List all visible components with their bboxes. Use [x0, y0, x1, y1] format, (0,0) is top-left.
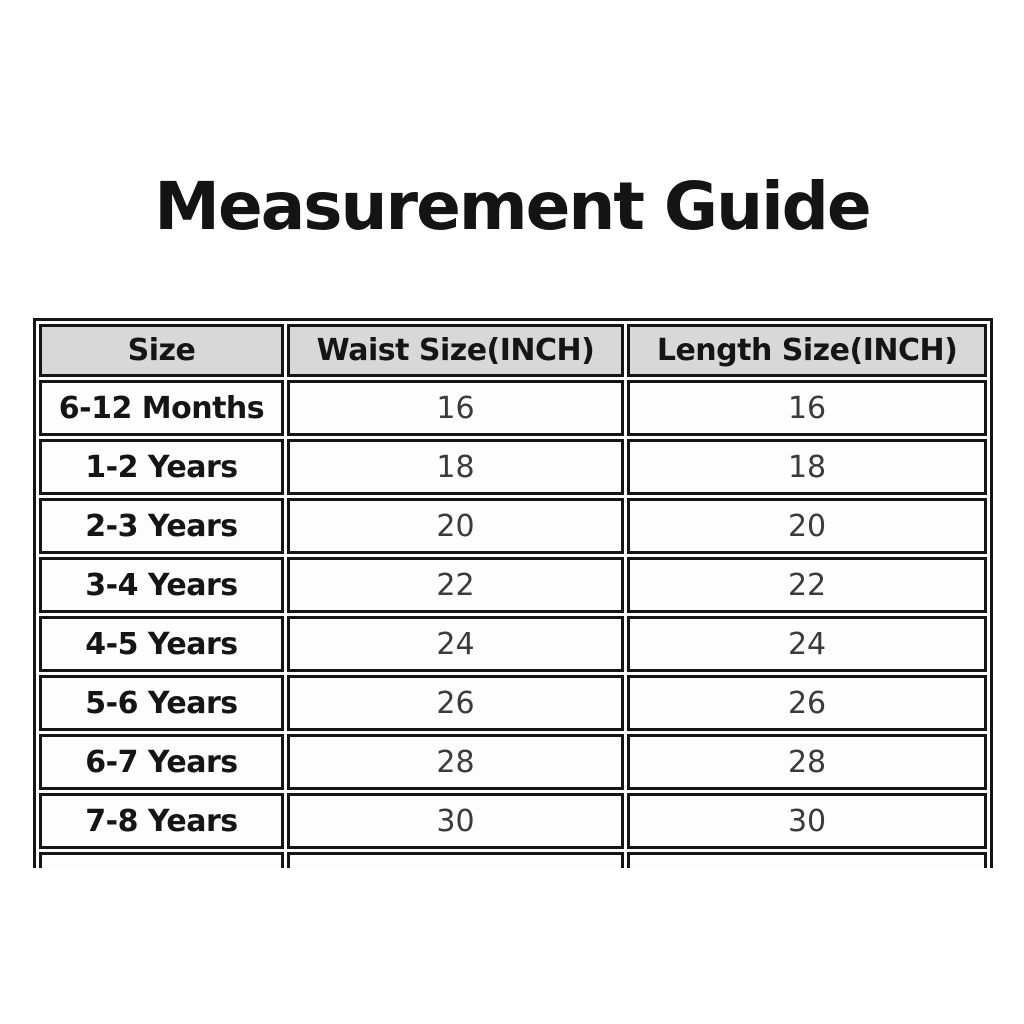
partial-size-cell — [39, 852, 284, 868]
header-waist-size: Waist Size(INCH) — [287, 324, 624, 377]
size-cell: 2-3 Years — [39, 498, 284, 554]
header-length-size: Length Size(INCH) — [627, 324, 987, 377]
table-row — [39, 616, 987, 672]
table-row — [39, 675, 987, 731]
size-table-body — [39, 380, 987, 849]
waist-cell: 26 — [287, 675, 624, 731]
size-cell: 7-8 Years — [39, 793, 284, 849]
size-table-partial — [39, 852, 987, 868]
length-cell: 28 — [627, 734, 987, 790]
size-cell: 3-4 Years — [39, 557, 284, 613]
length-cell: 22 — [627, 557, 987, 613]
waist-cell: 28 — [287, 734, 624, 790]
size-cell: 4-5 Years — [39, 616, 284, 672]
page-title: Measurement Guide — [154, 168, 870, 245]
table-row — [39, 793, 987, 849]
partial-length-cell — [627, 852, 987, 868]
table-row-partial — [39, 852, 987, 868]
length-cell: 16 — [627, 380, 987, 436]
table-row — [39, 439, 987, 495]
length-cell: 26 — [627, 675, 987, 731]
partial-waist-cell — [287, 852, 624, 868]
size-table-container — [33, 318, 993, 868]
header-row — [39, 324, 987, 377]
waist-cell: 18 — [287, 439, 624, 495]
waist-cell: 30 — [287, 793, 624, 849]
table-row — [39, 380, 987, 436]
waist-cell: 22 — [287, 557, 624, 613]
table-row — [39, 734, 987, 790]
size-table — [33, 318, 993, 868]
size-cell: 1-2 Years — [39, 439, 284, 495]
size-table-header — [39, 324, 987, 377]
table-row — [39, 557, 987, 613]
header-size: Size — [39, 324, 284, 377]
length-cell: 24 — [627, 616, 987, 672]
length-cell: 20 — [627, 498, 987, 554]
waist-cell: 20 — [287, 498, 624, 554]
length-cell: 18 — [627, 439, 987, 495]
size-cell: 6-12 Months — [39, 380, 284, 436]
waist-cell: 24 — [287, 616, 624, 672]
length-cell: 30 — [627, 793, 987, 849]
size-cell: 5-6 Years — [39, 675, 284, 731]
waist-cell: 16 — [287, 380, 624, 436]
size-cell: 6-7 Years — [39, 734, 284, 790]
table-row — [39, 498, 987, 554]
